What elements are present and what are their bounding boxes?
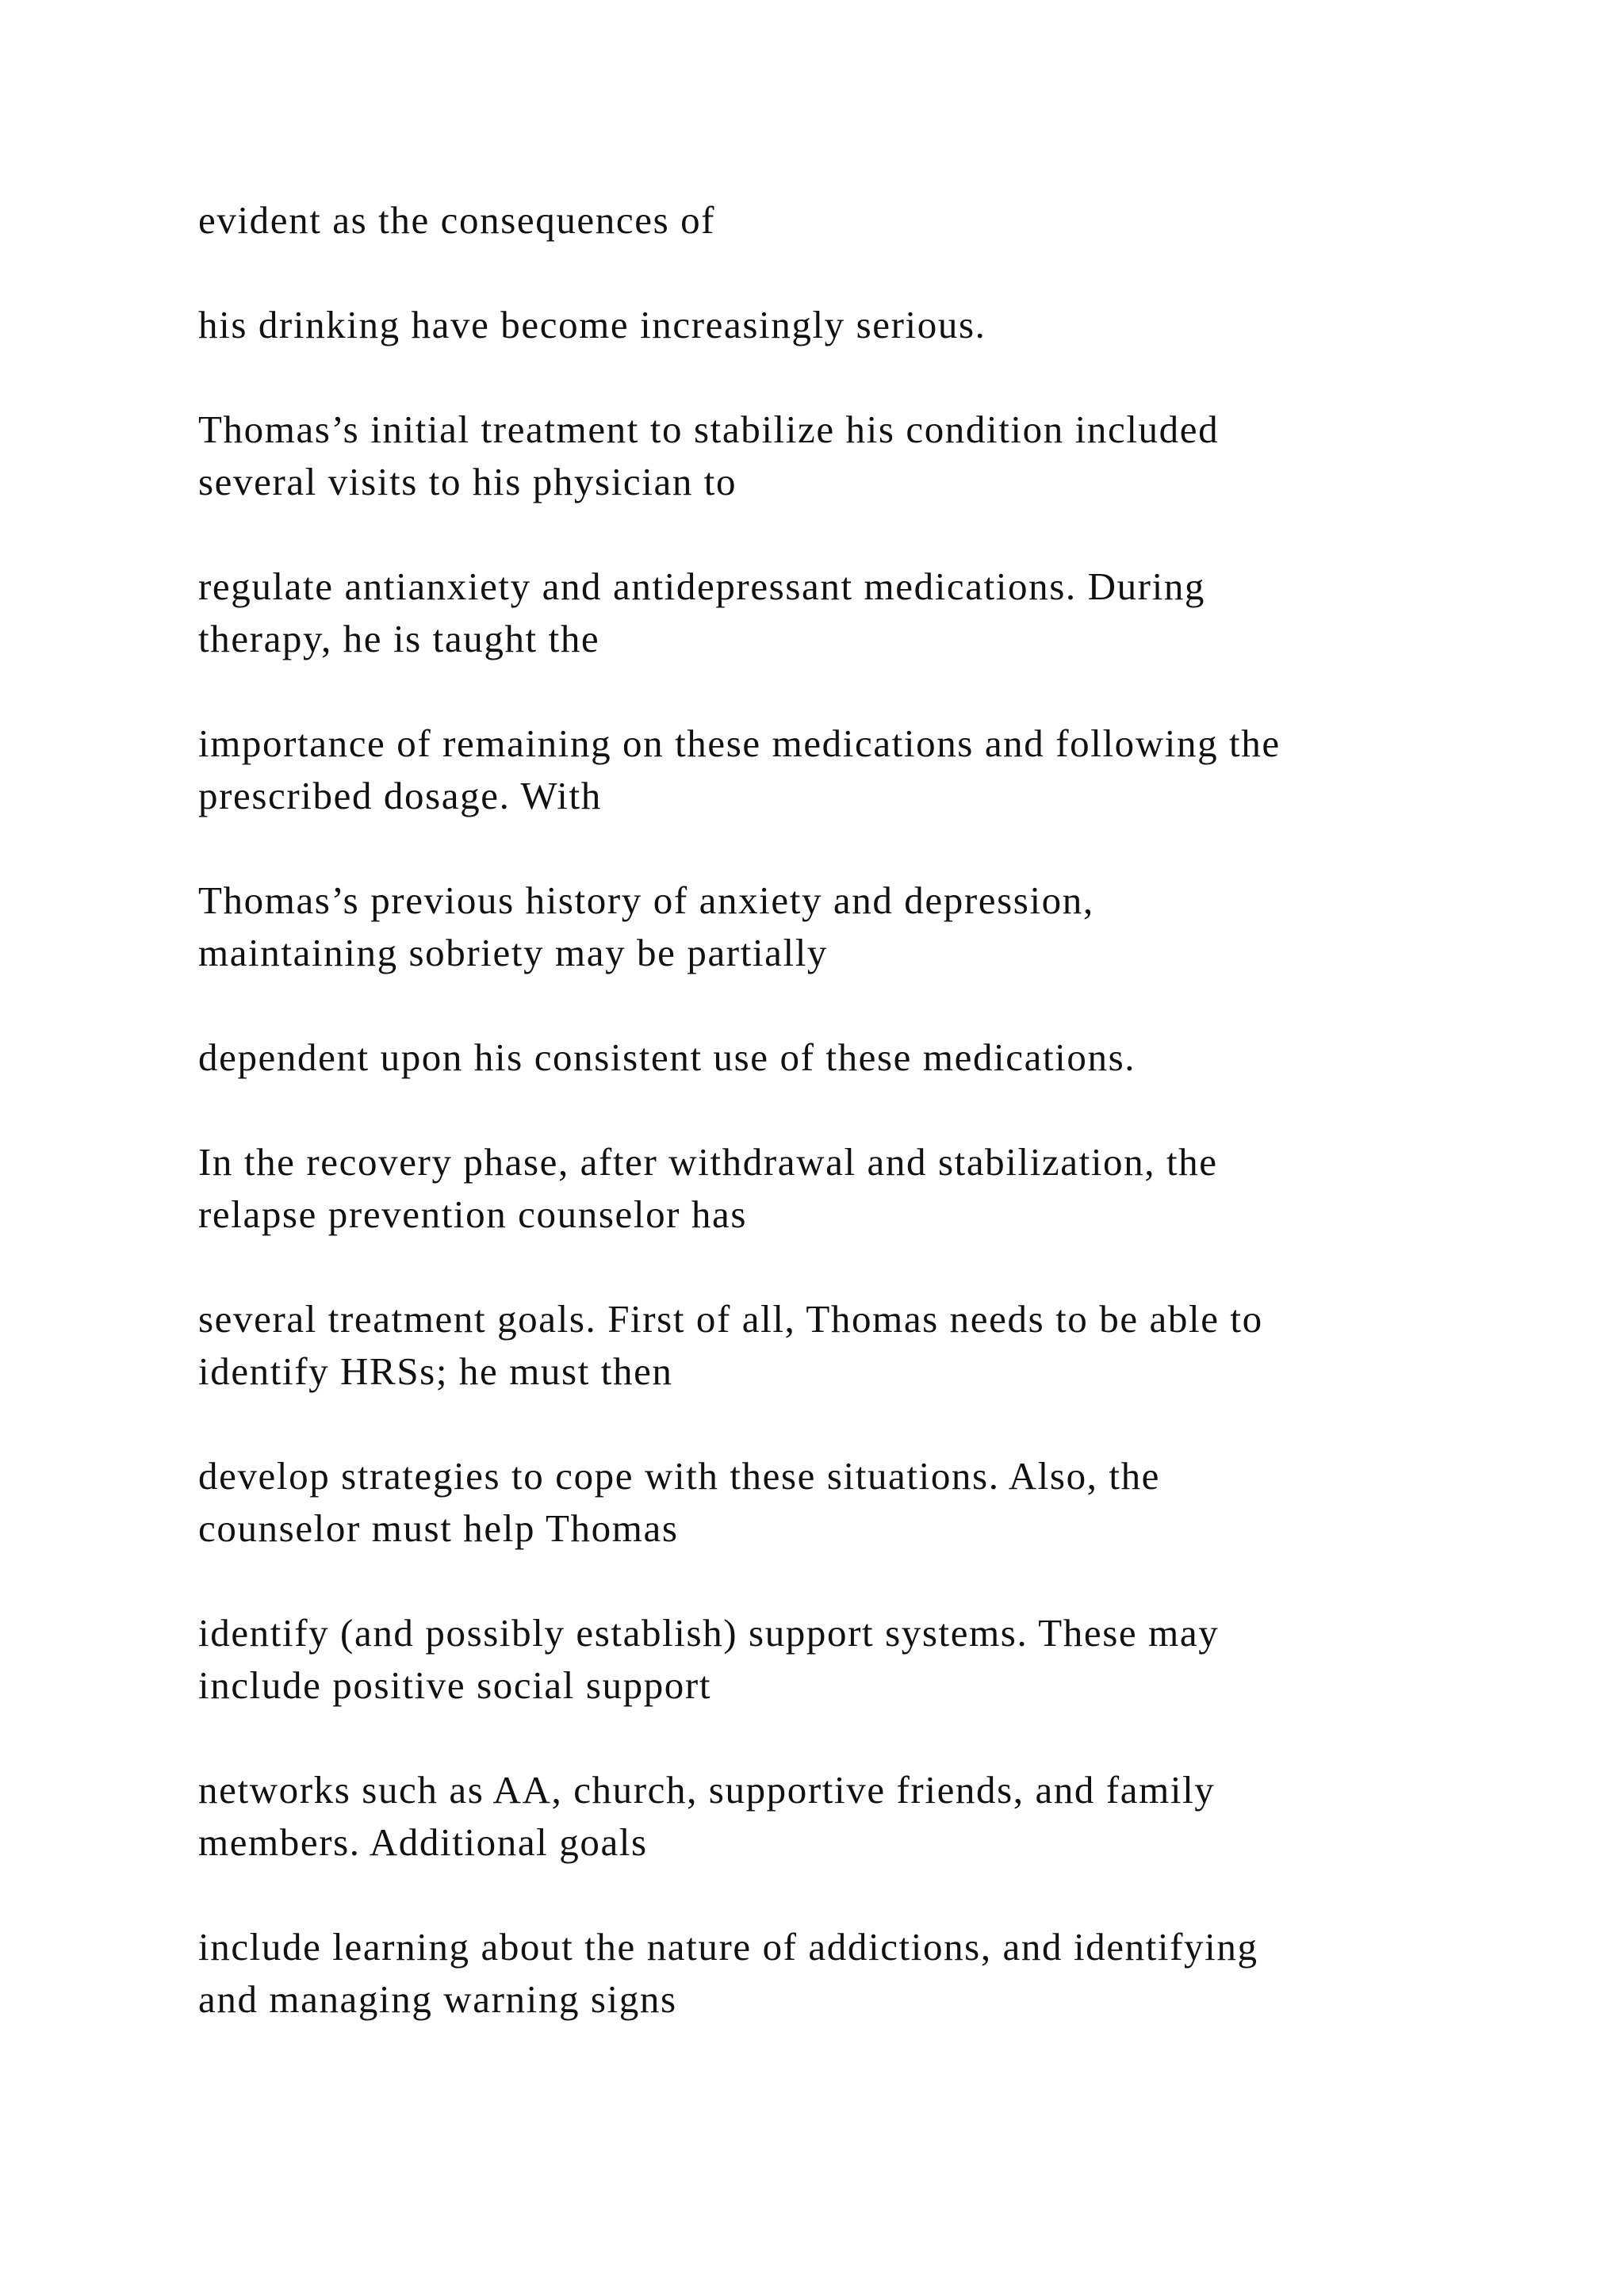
text-line: importance of remaining on these medications and following the: [198, 721, 1281, 765]
text-line: evident as the consequences of: [198, 198, 716, 242]
paragraph: [198, 404, 1483, 508]
text-line: networks such as AA, church, supportive friends, and family: [198, 1768, 1216, 1812]
text-line: dependent upon his consistent use of these medications.: [198, 1035, 1136, 1079]
text-line: In the recovery phase, after withdrawal and stabilization, the: [198, 1140, 1218, 1184]
paragraph: [198, 874, 1483, 979]
paragraph: [198, 1031, 1483, 1084]
text-line: identify (and possibly establish) support systems. These may: [198, 1611, 1220, 1655]
text-line: prescribed dosage. With: [198, 774, 602, 817]
text-line: include positive social support: [198, 1663, 712, 1707]
text-line: several treatment goals. First of all, Thomas needs to be able to: [198, 1297, 1263, 1341]
paragraph: [198, 1136, 1483, 1241]
text-line: members. Additional goals: [198, 1820, 648, 1864]
paragraph: [198, 194, 1483, 247]
document-body: [198, 194, 1483, 2078]
text-line: regulate antianxiety and antidepressant medications. During: [198, 564, 1206, 608]
paragraph: [198, 1450, 1483, 1555]
text-line: and managing warning signs: [198, 1977, 677, 2021]
text-line: several visits to his physician to: [198, 460, 737, 503]
text-line: his drinking have become increasingly serious.: [198, 303, 986, 346]
text-line: therapy, he is taught the: [198, 617, 600, 660]
text-line: Thomas’s initial treatment to stabilize his condition included: [198, 408, 1220, 451]
text-line: develop strategies to cope with these situations. Also, the: [198, 1454, 1161, 1498]
text-line: identify HRSs; he must then: [198, 1349, 673, 1393]
paragraph: [198, 718, 1483, 822]
text-line: Thomas’s previous history of anxiety and depression,: [198, 878, 1094, 922]
paragraph: [198, 1293, 1483, 1398]
text-line: counselor must help Thomas: [198, 1506, 679, 1550]
text-line: maintaining sobriety may be partially: [198, 931, 829, 974]
paragraph: [198, 299, 1483, 351]
paragraph: [198, 561, 1483, 665]
text-line: include learning about the nature of addictions, and identifying: [198, 1925, 1258, 1969]
paragraph: [198, 1921, 1483, 2026]
text-line: relapse prevention counselor has: [198, 1192, 748, 1236]
paragraph: [198, 1764, 1483, 1869]
paragraph: [198, 1607, 1483, 1712]
